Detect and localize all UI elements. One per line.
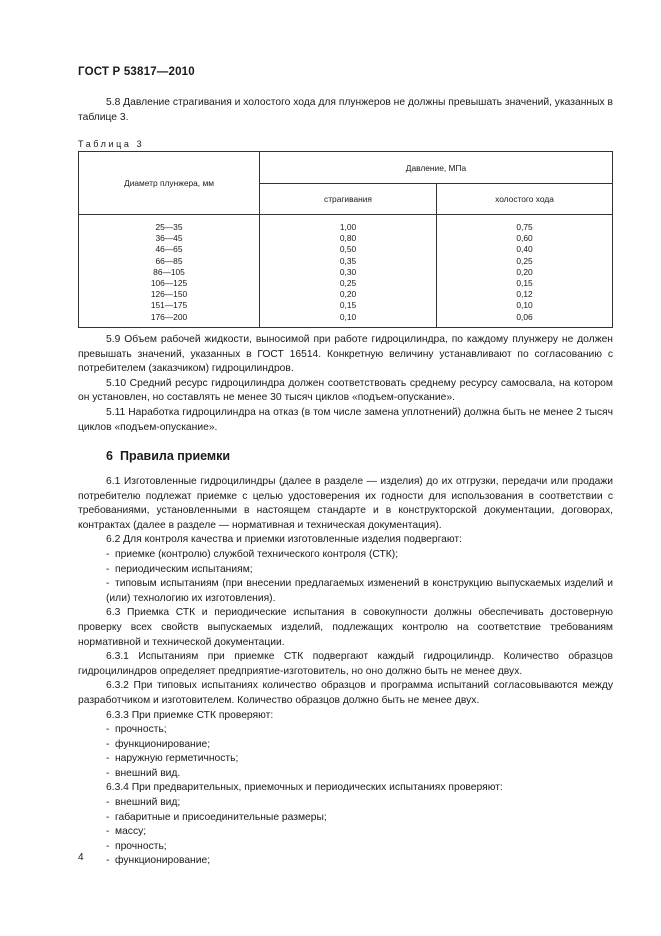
list-dash: - — [106, 753, 110, 765]
list-item — [78, 563, 613, 578]
paragraph-5-10: 5.10 Средний ресурс гидроцилиндра должен соответствовать среднему ресурсу самосвала, на котором он установлен, но составлять не менее 30 тысяч циклов «подъем-опускание». — [78, 377, 613, 404]
list-item — [78, 811, 613, 826]
list-item-text: прочность; — [115, 840, 167, 852]
page-number: 4 — [78, 852, 84, 863]
list-item — [78, 738, 613, 753]
table-cell: 0,50 — [339, 244, 357, 255]
list-dash: - — [106, 578, 110, 590]
list-item — [78, 577, 613, 606]
table-cell: 106—125 — [150, 278, 188, 289]
table-header-row — [79, 152, 613, 184]
table-cell: 0,15 — [339, 300, 357, 311]
table-cell: 0,40 — [516, 244, 533, 255]
list-item-text: внешний вид. — [115, 767, 181, 779]
paragraph-5-9: 5.9 Объем рабочей жидкости, выносимой при работе гидроцилиндра, по каждому плунжеру не должен превышать значений, указанных в ГОСТ 16514. Конкретную величину устанавливают по согласованию с потребителем (заказчиком) гидроцилиндров. — [78, 334, 613, 375]
table-cell: 25—35 — [155, 222, 183, 232]
paragraph-6-1: 6.1 Изготовленные гидроцилиндры (далее в разделе — изделия) до их отгрузки, передачи или продажи потребителю подлежат приемке с целью удостоверения их годности для использования в соответствии с требованиями, установленными в настоящем стандарте и в конструкторской документации, договорах, контрактах (далее в разделе — нормативная и техническая документация). — [78, 476, 613, 531]
paragraph-6-3-3: 6.3.3 При приемке СТК проверяют: — [106, 709, 274, 721]
paragraph-6-3-4: 6.3.4 При предварительных, приемочных и периодических испытаниях проверяют: — [106, 782, 503, 794]
table-cell: 36—45 — [155, 233, 183, 244]
list-item-text: габаритные и присоединительные размеры; — [115, 811, 327, 823]
section5-block — [78, 333, 613, 435]
list-item — [78, 854, 613, 869]
list-dash: - — [106, 855, 110, 867]
header-idle: холостого хода — [437, 184, 613, 215]
list-item — [78, 548, 613, 563]
table-cell: 1,00 — [339, 222, 357, 232]
list-item-text: приемке (контролю) службой технического контроля (СТК); — [115, 548, 399, 560]
table-cell: 126—150 — [150, 289, 188, 300]
header-diameter: Диаметр плунжера, мм — [79, 152, 260, 215]
table-cell: 0,80 — [339, 233, 357, 244]
paragraph-5-8: 5.8 Давление страгивания и холостого хода для плунжеров не должны превышать значений, указанных в таблице 3. — [78, 97, 613, 123]
document-header: ГОСТ Р 53817—2010 — [78, 66, 195, 78]
paragraph-6-3: 6.3 Приемка СТК и периодические испытания в совокупности должны обеспечивать достоверную проверку всех свойств выпускаемых изделий, подлежащих контролю на соответствие требованиям нормативной и технической документации. — [78, 607, 613, 648]
section-title: Правила приемки — [119, 449, 231, 463]
paragraph-5-11: 5.11 Наработка гидроцилиндра на отказ (в том числе замена уплотнений) должна быть не менее 2 тысяч циклов «подъем-опускание». — [78, 406, 613, 433]
table-body-row — [79, 215, 613, 328]
list-dash: - — [106, 826, 110, 838]
list-dash: - — [106, 563, 110, 575]
table-caption: Таблица 3 — [78, 139, 145, 149]
list-item-text: периодическим испытаниям; — [115, 563, 253, 575]
table-cell: 46—65 — [155, 244, 183, 255]
list-item — [78, 840, 613, 855]
section6-block — [78, 475, 613, 869]
table-cell: 0,20 — [516, 266, 533, 277]
header-pressure-group: Давление, МПа — [260, 152, 613, 184]
table-cell: 66—85 — [155, 255, 183, 266]
table-cell: 0,10 — [516, 300, 533, 311]
table-cell: 0,12 — [516, 289, 533, 300]
pressure-table — [78, 151, 613, 328]
list-item-text: внешний вид; — [115, 797, 181, 809]
list-item — [78, 752, 613, 767]
list-item-text: массу; — [115, 826, 147, 838]
column-breakaway — [260, 215, 437, 328]
section-number: 6 — [106, 449, 113, 463]
table-cell: 0,30 — [339, 266, 357, 277]
table-cell: 0,60 — [516, 233, 533, 244]
list-dash: - — [106, 797, 110, 809]
table-cell: 0,10 — [339, 311, 357, 322]
column-idle — [437, 215, 613, 328]
list-item-text: типовым испытаниям (при внесении предлагаемых изменений в конструкцию выпускаемых изделий и (или) технологию их изготовления). — [106, 578, 613, 604]
list-6-2 — [78, 548, 613, 606]
section-6-heading — [106, 449, 230, 463]
table-cell: 0,15 — [516, 278, 533, 289]
list-dash: - — [106, 548, 110, 560]
list-6-3-3 — [78, 723, 613, 781]
list-6-3-4 — [78, 796, 613, 869]
paragraph-6-3-1: 6.3.1 Испытаниям при приемке СТК подвергают каждый гидроцилиндр. Количество образцов гидроцилиндров определяет предприятие-изготовитель, но оно должно быть не менее двух. — [78, 651, 613, 677]
paragraph-6-3-2: 6.3.2 При типовых испытаниях количество образцов и программа испытаний согласовываются между разработчиком и изготовителем. Количество образцов должно быть не менее двух. — [78, 680, 613, 706]
list-item — [78, 825, 613, 840]
list-item-text: прочность; — [115, 724, 167, 736]
list-dash: - — [106, 767, 110, 779]
list-item — [78, 796, 613, 811]
table-cell: 0,06 — [516, 311, 533, 322]
table-cell: 0,35 — [339, 255, 357, 266]
intro-block — [78, 96, 613, 125]
paragraph-6-2: 6.2 Для контроля качества и приемки изготовленные изделия подвергают: — [106, 534, 462, 546]
table-cell: 0,25 — [339, 278, 357, 289]
table-cell: 0,75 — [516, 222, 533, 232]
list-item — [78, 767, 613, 782]
table-cell: 176—200 — [150, 311, 188, 322]
table-cell: 0,25 — [516, 255, 533, 266]
list-dash: - — [106, 738, 110, 750]
list-item-text: наружную герметичность; — [115, 753, 239, 765]
table-cell: 151—175 — [150, 300, 188, 311]
list-item-text: функционирование; — [115, 738, 211, 750]
table-cell: 86—105 — [153, 266, 185, 277]
list-item — [78, 723, 613, 738]
table-cell: 0,20 — [339, 289, 357, 300]
column-diameter — [79, 215, 260, 328]
list-item-text: функционирование; — [115, 855, 211, 867]
list-dash: - — [106, 724, 110, 736]
list-dash: - — [106, 840, 110, 852]
list-dash: - — [106, 811, 110, 823]
header-breakaway: страгивания — [260, 184, 437, 215]
